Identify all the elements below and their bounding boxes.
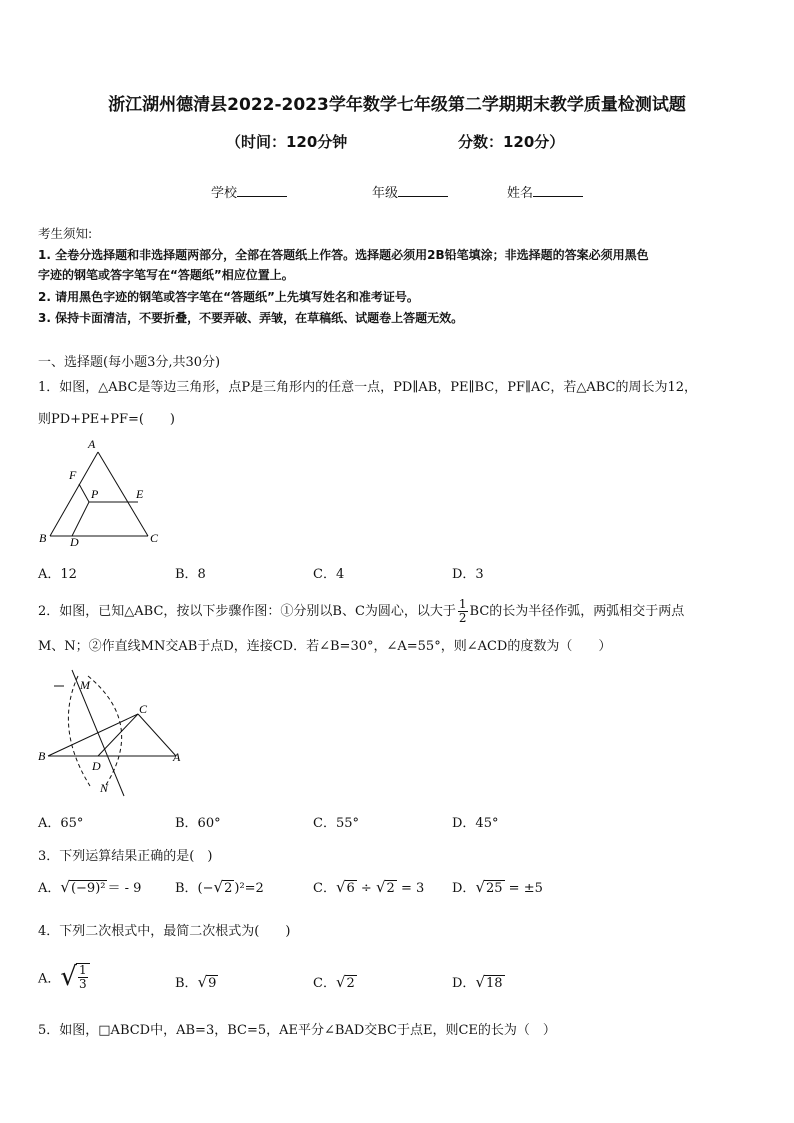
exam-title: 浙江湖州德清县2022-2023学年数学七年级第二学期期末教学质量检测试题: [108, 95, 686, 115]
q4-c-radicand: 2: [346, 976, 355, 991]
q1-stem-line2: 则PD+PE+PF=( ): [38, 412, 175, 427]
radical-icon: √: [475, 973, 485, 991]
q4-a-prefix: A．: [38, 971, 61, 987]
q4-a-denominator: 3: [78, 977, 87, 991]
grade-label: 年级: [372, 186, 399, 201]
q3-a-radicand: (−9)²: [70, 881, 106, 896]
radical-icon: √: [335, 878, 346, 896]
q1-label-p: P: [91, 487, 99, 501]
grade-field[interactable]: [372, 182, 448, 201]
q3-stem: 3．下列运算结果正确的是( ): [38, 849, 213, 864]
q3-c-prefix: C．: [313, 881, 336, 896]
q4-b-radicand: 9: [208, 976, 217, 991]
radical-icon: √: [335, 973, 346, 991]
exam-time: （时间：120分钟: [226, 133, 348, 151]
q3-b-suffix: )²=2: [234, 881, 264, 896]
q3-d-prefix: D．: [452, 881, 476, 896]
q2-option-a[interactable]: A．65°: [38, 816, 84, 831]
q2-label-b: B: [38, 749, 46, 763]
notice-item-3: 3. 保持卡面清洁，不要折叠，不要弄破、弄皱，在草稿纸、试题卷上答题无效。: [38, 311, 464, 325]
q1-option-c[interactable]: C．4: [313, 567, 345, 582]
q1-label-a: A: [88, 437, 96, 451]
q3-option-a[interactable]: [38, 877, 141, 896]
q3-d-radicand: 25: [486, 881, 503, 896]
name-field[interactable]: [507, 182, 583, 201]
q2-stem-part1: 2．如图，已知△ABC，按以下步骤作图：①分别以B、C为圆心，以大于: [38, 604, 456, 619]
q1-label-f: F: [69, 468, 77, 482]
q2-option-d[interactable]: D．45°: [452, 816, 499, 831]
q4-option-c[interactable]: [313, 972, 357, 991]
q4-option-d[interactable]: [452, 972, 505, 991]
school-field[interactable]: [211, 182, 287, 201]
q2-stem-line2: M、N；②作直线MN交AB于点D，连接CD．若∠B=30°，∠A=55°，则∠ACD的度数为（ ）: [38, 639, 612, 654]
q3-d-suffix: = ±5: [504, 881, 543, 896]
q4-c-prefix: C．: [313, 976, 336, 991]
exam-score: 分数：120分）: [458, 133, 565, 151]
q2-label-a: A: [173, 750, 181, 764]
q2-frac-denominator: 2: [458, 611, 467, 625]
q1-label-c: C: [150, 531, 159, 545]
q3-option-d[interactable]: [452, 877, 543, 896]
q2-stem-line1: [38, 598, 684, 625]
q3-option-c[interactable]: [313, 877, 424, 896]
q5-stem: 5．如图，□ABCD中，AB=3，BC=5，AE平分∠BAD交BC于点E，则CE的长为（ ）: [38, 1023, 556, 1038]
q4-d-radicand: 18: [486, 976, 503, 991]
q4-d-prefix: D．: [452, 976, 476, 991]
q3-b-prefix: B．(−: [175, 881, 214, 896]
q4-a-numerator: 1: [78, 963, 87, 977]
q2-label-n: N: [100, 781, 109, 795]
q1-stem-line1: 1．如图，△ABC是等边三角形，点P是三角形内的任意一点，PD∥AB，PE∥BC，PF∥AC，若△ABC的周长为12，: [38, 380, 698, 395]
q2-label-c: C: [139, 702, 148, 716]
q1-option-a[interactable]: A．12: [38, 567, 77, 582]
notice-item-1: 1. 全卷分选择题和非选择题两部分，全部在答题纸上作答。选择题必须用2B铅笔填涂；非选择题的答案必须用黑色: [38, 248, 649, 262]
notice-item-2: 2. 请用黑色字迹的钢笔或答字笔在“答题纸”上先填写姓名和准考证号。: [38, 290, 419, 304]
radical-icon: √: [60, 962, 77, 992]
q3-c-radicand-2: 2: [386, 881, 395, 896]
q3-c-operator: ÷: [356, 881, 376, 896]
grade-blank[interactable]: [398, 186, 448, 197]
radical-icon: √: [475, 878, 485, 896]
notice-item-1b: 字迹的钢笔或答字笔写在“答题纸”相应位置上。: [38, 268, 294, 282]
q3-a-prefix: A．: [38, 881, 61, 896]
q2-frac-numerator: 1: [458, 597, 467, 611]
q2-label-m: M: [80, 678, 90, 692]
q4-option-a[interactable]: [38, 962, 92, 992]
notice-heading: 考生须知:: [38, 226, 93, 241]
q1-label-d: D: [70, 535, 79, 548]
radical-icon: √: [375, 878, 386, 896]
q4-option-b[interactable]: [175, 972, 218, 991]
radical-icon: √: [213, 878, 224, 896]
q2-stem-part2: BC的长为半径作弧，两弧相交于两点: [469, 604, 685, 619]
radical-icon: √: [60, 878, 70, 896]
q3-a-suffix: ＝ - 9: [107, 881, 142, 896]
q1-label-e: E: [136, 487, 144, 501]
q2-figure: [34, 668, 194, 800]
q4-stem: 4．下列二次根式中，最简二次根式为( ): [38, 924, 291, 939]
q1-label-b: B: [39, 531, 47, 545]
q1-option-b[interactable]: B．8: [175, 567, 206, 582]
q4-a-fraction: [76, 963, 90, 991]
q2-fraction: [458, 598, 468, 625]
name-blank[interactable]: [533, 186, 583, 197]
q3-c-radicand-1: 6: [346, 881, 355, 896]
school-label: 学校: [211, 186, 238, 201]
q4-b-prefix: B．: [175, 976, 198, 991]
q2-option-c[interactable]: C．55°: [313, 816, 359, 831]
q2-option-b[interactable]: B．60°: [175, 816, 221, 831]
radical-icon: √: [197, 973, 208, 991]
school-blank[interactable]: [237, 186, 287, 197]
q1-figure: [36, 436, 166, 548]
q3-c-suffix: = 3: [396, 881, 425, 896]
q3-b-radicand: 2: [224, 881, 233, 896]
q2-label-d: D: [92, 759, 101, 773]
section-title: 一、选择题(每小题3分,共30分): [38, 355, 221, 370]
name-label: 姓名: [507, 186, 534, 201]
q1-option-d[interactable]: D．3: [452, 567, 484, 582]
q3-option-b[interactable]: [175, 877, 264, 896]
